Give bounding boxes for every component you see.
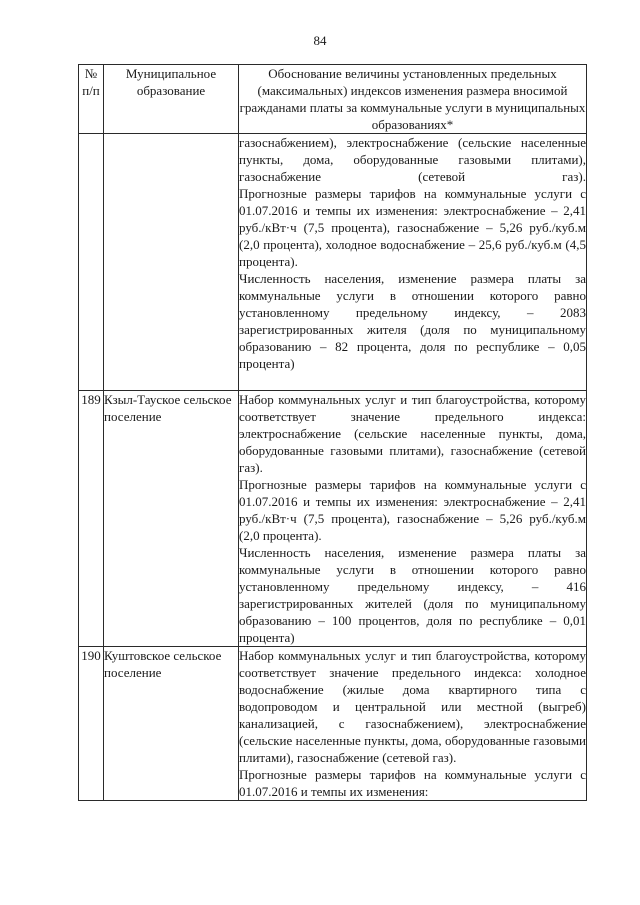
row-justification	[239, 134, 587, 391]
justification-paragraph: газоснабжением), электроснабжение (сельские населенные пункты, дома, оборудованные газовыми плитами), газоснабжение (сетевой газ).	[239, 135, 586, 184]
row-municipality	[104, 134, 239, 391]
row-municipality: Куштовское сельское поселение	[104, 647, 239, 801]
table-header-row	[79, 65, 587, 134]
row-justification	[239, 647, 587, 801]
header-justification: Обоснование величины установленных предельных (максимальных) индексов изменения размера вносимой гражданами платы за коммунальные услуги в муниципальных образованиях*	[239, 66, 586, 132]
justification-paragraph: Прогнозные размеры тарифов на коммунальные услуги с 01.07.2016 и темпы их изменения: электроснабжение – 2,41 руб./кВт·ч (7,5 процента), газоснабжение – 5,26 руб./куб.м (2,0 процента).	[239, 477, 586, 543]
tariff-justification-table	[78, 64, 587, 801]
justification-paragraph: Набор коммунальных услуг и тип благоустройства, которому соответствует значение предельного индекса: электроснабжение (сельские населенные пункты, дома, оборудованные газовыми плитами), газоснабжение (сетевой газ).	[239, 392, 586, 475]
row-number	[79, 134, 104, 391]
justification-paragraph: Численность населения, изменение размера платы за коммунальные услуги в отношении которого равно установленному предельному индексу, – 2083 зарегистрированных жителя (доля по муниципальному образованию – 82 процента, доля по республике – 0,05 процента)	[239, 271, 586, 371]
row-municipality: Кзыл-Тауское сельское поселение	[104, 391, 239, 647]
justification-paragraph: Прогнозные размеры тарифов на коммунальные услуги с 01.07.2016 и темпы их изменения: электроснабжение – 2,41 руб./кВт·ч (7,5 процента), газоснабжение – 5,26 руб./куб.м (2,0 процента), холодное водоснабжение – 25,6 руб./куб.м (4,5 процента).	[239, 186, 586, 269]
row-number: 189	[79, 391, 104, 647]
page-number: 84	[313, 33, 327, 48]
justification-paragraph: Набор коммунальных услуг и тип благоустройства, которому соответствует значение предельного индекса: холодное водоснабжение (жилые дома квартирного типа с водопроводом и центральной или местной (выгреб) канализацией, с газоснабжением), электроснабжение (сельские населенные пункты, дома, оборудованные газовыми плитами), газоснабжение (сетевой газ).	[239, 648, 586, 765]
header-number: № п/п	[79, 65, 104, 134]
justification-paragraph: Численность населения, изменение размера платы за коммунальные услуги в отношении которого равно установленному предельному индексу, – 416 зарегистрированных жителей (доля по муниципальному образованию – 100 процентов, доля по республике – 0,01 процента)	[239, 545, 586, 645]
header-municipality: Муниципальное образование	[104, 65, 239, 134]
row-number: 190	[79, 647, 104, 801]
row-justification	[239, 391, 587, 647]
table-row	[79, 647, 587, 801]
table-row	[79, 391, 587, 647]
table-row	[79, 134, 587, 391]
justification-paragraph: Прогнозные размеры тарифов на коммунальные услуги с 01.07.2016 и темпы их изменения:	[239, 767, 586, 799]
